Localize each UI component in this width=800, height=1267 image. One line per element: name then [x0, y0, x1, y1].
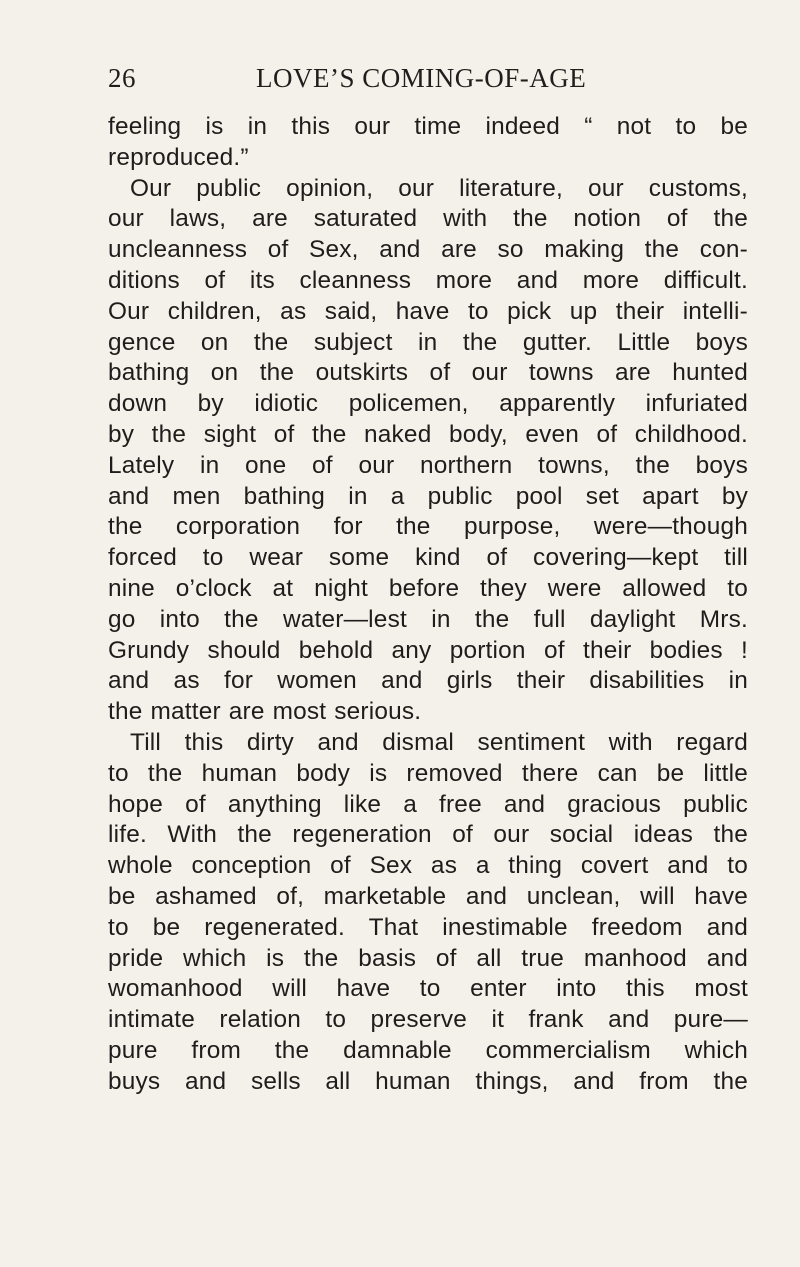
running-head [108, 63, 738, 103]
text-line: nine o’clock at night before they were allowed to [108, 574, 748, 602]
text-line: go into the water—lest in the full daylight Mrs. [108, 605, 748, 633]
text-line: and as for women and girls their disabilities in [108, 667, 748, 695]
text-line: gence on the subject in the gutter. Little boys [108, 328, 748, 356]
text-line: buys and sells all human things, and from the [108, 1067, 748, 1095]
text-line: Grundy should behold any portion of their bodies ! [108, 636, 748, 664]
text-line: life. With the regeneration of our social ideas the [108, 821, 748, 849]
body-text [108, 112, 748, 1098]
text-line: ditions of its cleanness more and more difficult. [108, 266, 748, 294]
text-line: intimate relation to preserve it frank and pure— [108, 1006, 748, 1034]
text-line: the matter are most serious. [108, 698, 422, 726]
text-line: womanhood will have to enter into this most [108, 975, 748, 1003]
text-line: pure from the damnable commercialism which [108, 1036, 748, 1064]
text-line: and men bathing in a public pool set apart by [108, 482, 748, 510]
running-title: LOVE’S COMING-OF-AGE [256, 63, 587, 93]
text-line: feeling is in this our time indeed “ not to be [108, 113, 748, 140]
text-line: pride which is the basis of all true manhood and [108, 944, 748, 972]
text-line: to the human body is removed there can be little [108, 759, 748, 787]
text-line: down by idiotic policemen, apparently infuriated [108, 390, 748, 418]
text-line: uncleanness of Sex, and are so making the con- [108, 236, 748, 264]
text-line: Lately in one of our northern towns, the boys [108, 451, 748, 479]
page-number: 26 [108, 63, 136, 93]
text-line: bathing on the outskirts of our towns are hunted [108, 359, 748, 387]
text-line: Our children, as said, have to pick up their intelli- [108, 297, 748, 325]
text-line: whole conception of Sex as a thing covert and to [108, 852, 748, 880]
text-line: be ashamed of, marketable and unclean, will have [108, 882, 748, 910]
text-line: reproduced.” [108, 143, 249, 171]
text-line: our laws, are saturated with the notion of the [108, 205, 748, 233]
text-line: Our public opinion, our literature, our customs, [130, 174, 748, 202]
text-line: forced to wear some kind of covering—kept till [108, 544, 748, 572]
text-line: to be regenerated. That inestimable freedom and [108, 913, 748, 941]
text-line: hope of anything like a free and gracious public [108, 790, 748, 818]
text-line: the corporation for the purpose, were—though [108, 513, 748, 541]
text-line: by the sight of the naked body, even of childhood. [108, 420, 748, 448]
text-line: Till this dirty and dismal sentiment with regard [130, 728, 748, 756]
